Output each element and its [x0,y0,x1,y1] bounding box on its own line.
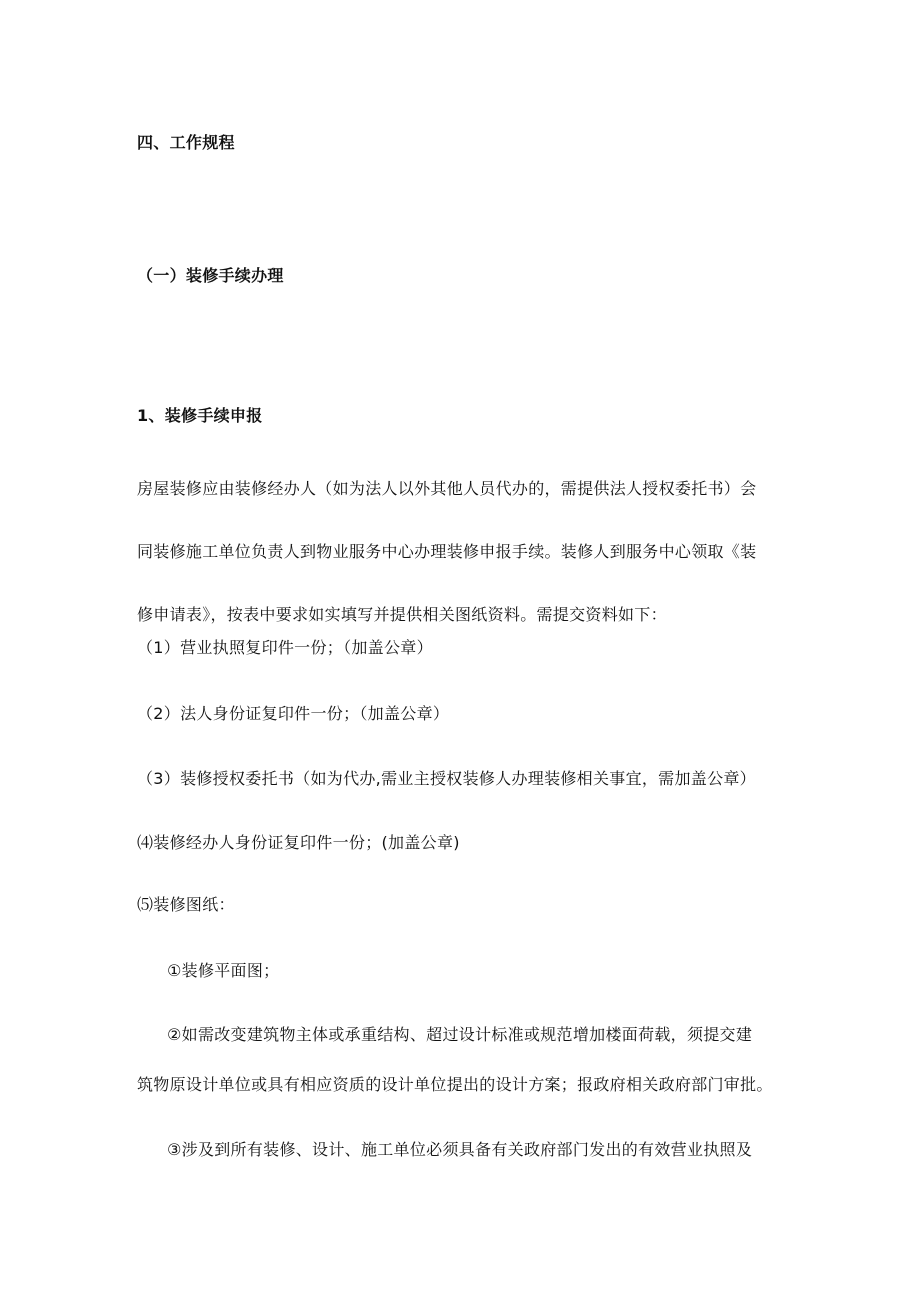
list-item-5: ⑸装修图纸： [137,895,235,914]
sub-item-2-line-2: 筑物原设计单位或具有相应资质的设计单位提出的设计方案；报政府相关政府部门审批。 [137,1075,773,1094]
list-item-1: （1）营业执照复印件一份；（加盖公章） [137,638,433,657]
sub-item-1: ①装修平面图； [167,961,280,980]
sub-item-3: ③涉及到所有装修、设计、施工单位必须具备有关政府部门发出的有效营业执照及 [167,1140,753,1159]
section-heading: 四、工作规程 [137,133,235,152]
intro-line-2: 同装修施工单位负责人到物业服务中心办理装修申报手续。装修人到服务中心领取《装 [137,542,757,561]
intro-line-1: 房屋装修应由装修经办人（如为法人以外其他人员代办的，需提供法人授权委托书）会 [137,479,757,498]
intro-line-3: 修申请表》，按表中要求如实填写并提供相关图纸资料。需提交资料如下： [137,605,667,624]
list-item-4: ⑷装修经办人身份证复印件一份；(加盖公章) [137,833,460,852]
procedure-heading: 1、装修手续申报 [137,406,263,425]
subsection-heading: （一）装修手续办理 [137,266,284,285]
list-item-3: （3）装修授权委托书（如为代办,需业主授权装修人办理装修相关事宜，需加盖公章） [137,769,756,788]
sub-item-2-line-1: ②如需改变建筑物主体或承重结构、超过设计标准或规范增加楼面荷载，须提交建 [167,1025,753,1044]
list-item-2: （2）法人身份证复印件一份；（加盖公章） [137,704,450,723]
